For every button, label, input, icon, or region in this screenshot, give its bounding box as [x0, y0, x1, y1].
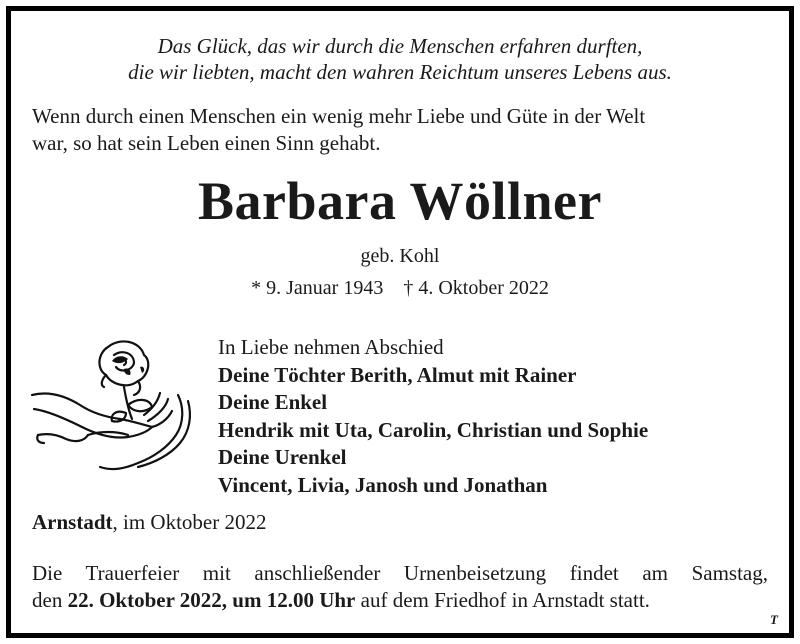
place-date: , im Oktober 2022	[112, 510, 267, 534]
funeral-notice	[32, 560, 768, 614]
place-and-date	[32, 510, 267, 535]
mourner-line: Deine Töchter Berith, Almut mit Rainer	[218, 362, 577, 387]
mourners-block	[218, 334, 648, 499]
mourner-line: Vincent, Livia, Janosh und Jonathan	[218, 472, 548, 497]
mourners-intro: In Liebe nehmen Abschied	[218, 335, 444, 359]
funeral-line-2: den 22. Oktober 2022, um 12.00 Uhr auf dem Friedhof in Arnstadt statt.	[32, 588, 650, 612]
notice-border	[6, 6, 794, 638]
intro-line-1: Wenn durch einen Menschen ein wenig mehr Liebe und Güte in der Welt	[32, 104, 646, 128]
funeral-date: 22. Oktober 2022, um 12.00 Uhr	[67, 588, 356, 612]
motto-line-1: Das Glück, das wir durch die Menschen erfahren durften,	[157, 34, 643, 58]
place-city: Arnstadt	[32, 510, 113, 534]
publisher-mark: T	[770, 612, 778, 627]
funeral-line-1: Die Trauerfeier mit anschließender Urnenbeisetzung findet am Samstag,	[32, 561, 768, 585]
intro-line-2: war, so hat sein Leben einen Sinn gehabt.	[32, 131, 381, 155]
deceased-name: Barbara Wöllner	[198, 171, 602, 231]
maiden-name: geb. Kohl	[360, 245, 440, 267]
birth-date: * 9. Januar 1943	[251, 277, 384, 299]
mourner-line: Hendrik mit Uta, Carolin, Christian und Sophie	[218, 417, 649, 442]
motto-line-2: die wir liebten, macht den wahren Reichtum unseres Lebens aus.	[128, 60, 672, 84]
mourner-line: Deine Urenkel	[218, 445, 347, 469]
rose-in-hands-icon	[28, 335, 198, 473]
mourner-line: Deine Enkel	[218, 390, 328, 414]
death-date: † 4. Oktober 2022	[403, 277, 549, 299]
life-dates	[0, 277, 800, 300]
